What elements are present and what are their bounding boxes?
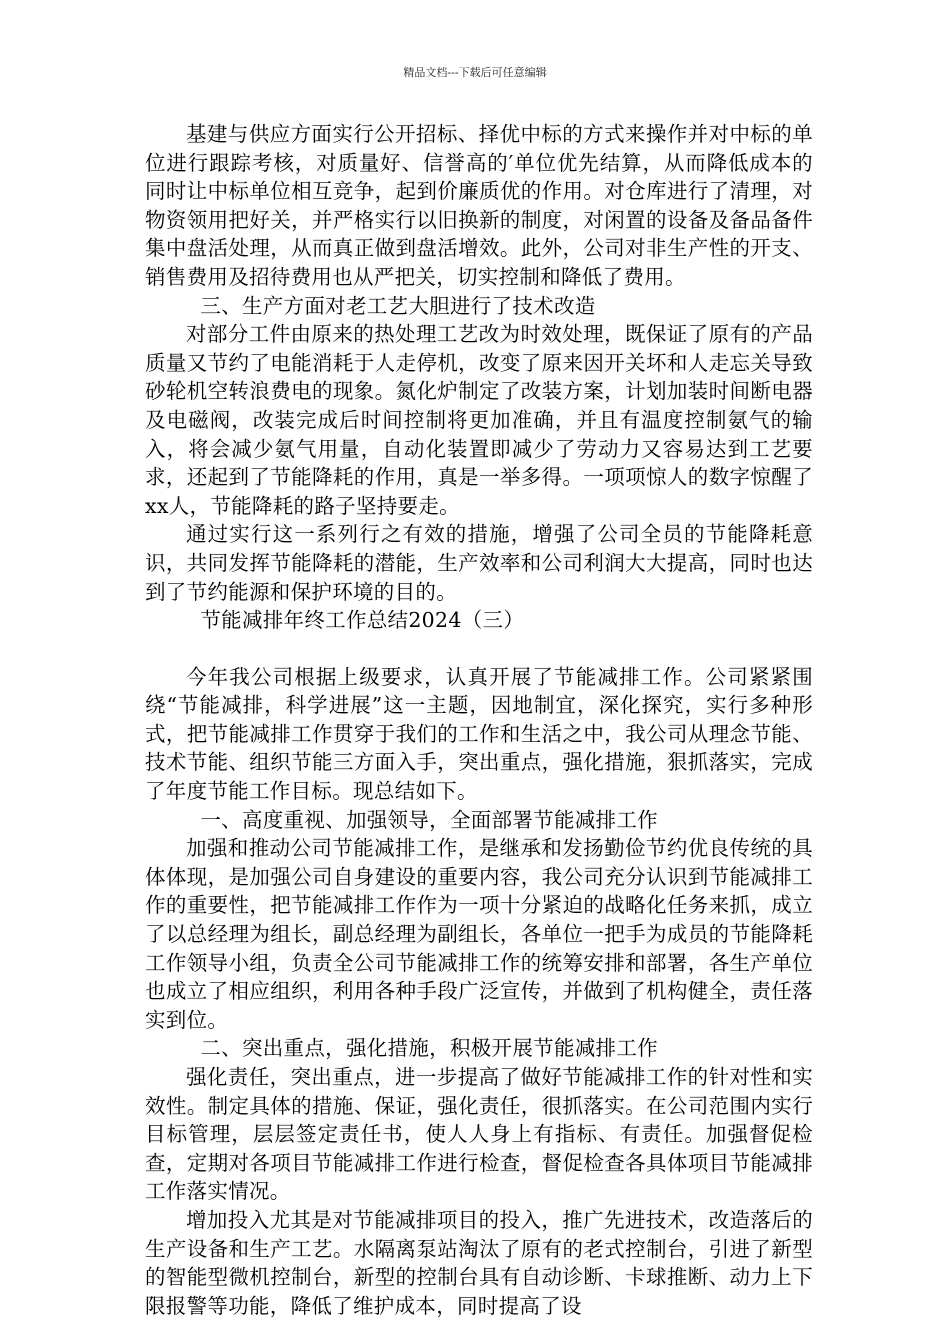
blank-line [145,635,813,663]
section-heading-3: 三、生产方面对老工艺大胆进行了技术改造 [200,293,596,318]
section-heading-1: 一、高度重视、加强领导，全面部署节能减排工作 [200,807,658,832]
paragraph-investment: 增加投入尤其是对节能减排项目的投入，推广先进技术，改造落后的生产设备和生产工艺。水隔离泵站淘汰了原有的老式控制台，引进了新型的智能型微机控制台，新型的控制台具有自动诊断、卡球推断、动力上下限报警等功能，降低了维护成本，同时提高了设 [145,1207,813,1318]
paragraph-conclusion: 通过实行这一系列行之有效的措施，增强了公司全员的节能降耗意识，共同发挥节能降耗的潜能，生产效率和公司利润大大提高，同时也达到了节约能源和保护环境的目的。 [145,522,813,604]
paragraph-leadership: 加强和推动公司节能减排工作，是继承和发扬勤俭节约优良传统的具体体现，是加强公司自身建设的重要内容，我公司充分认识到节能减排工作的重要性，把节能减排工作作为一项十分紧迫的战略化任务来抓，成立了以总经理为组长，副总经理为副组长，各单位一把手为成员的节能降耗工作领导小组，负责全公司节能减排工作的统筹安排和部署，各生产单位也成立了相应组织，利用各种手段广泛宣传，并做到了机构健全，责任落实到位。 [145,836,813,1032]
page-header: 精品文档---下载后可任意编辑 [403,66,547,79]
document-body [145,120,813,1320]
document-title: 节能减排年终工作总结2024（三） [200,608,525,633]
section-heading-2: 二、突出重点，强化措施，积极开展节能减排工作 [200,1036,658,1061]
paragraph-procurement: 基建与供应方面实行公开招标、择优中标的方式来操作并对中标的单位进行跟踪考核，对质量好、信誉高的′单位优先结算，从而降低成本的同时让中标单位相互竞争，起到价廉质优的作用。对仓库进行了清理，对物资领用把好关，并严格实行以旧换新的制度，对闲置的设备及备品备件集中盘活处理，从而真正做到盘活增效。此外，公司对非生产性的开支、销售费用及招待费用也从严把关，切实控制和降低了费用。 [145,122,813,289]
paragraph-tech-reform: 对部分工件由原来的热处理工艺改为时效处理，既保证了原有的产品质量又节约了电能消耗于人走停机，改变了原来因开关坏和人走忘关导致砂轮机空转浪费电的现象。氮化炉制定了改装方案，计划加装时间断电器及电磁阀，改装完成后时间控制将更加准确，并且有温度控制氨气的输入，将会减少氨气用量，自动化装置即减少了劳动力又容易达到工艺要求，还起到了节能降耗的作用，真是一举多得。一项项惊人的数字惊醒了xx人，节能降耗的路子坚持要走。 [145,322,813,518]
paragraph-responsibility: 强化责任，突出重点，进一步提高了做好节能减排工作的针对性和实效性。制定具体的措施、保证，强化责任，很抓落实。在公司范围内实行目标管理，层层签定责任书，使人人身上有指标、有责任。加强督促检查，定期对各项目节能减排工作进行检查，督促检查各具体项目节能减排工作落实情况。 [145,1065,813,1204]
paragraph-intro: 今年我公司根据上级要求，认真开展了节能减排工作。公司紧紧围绕“节能减排，科学进展”这一主题，因地制宜，深化探究，实行多种形式，把节能减排工作贯穿于我们的工作和生活之中，我公司从理念节能、技术节能、组织节能三方面入手，突出重点，强化措施，狠抓落实，完成了年度节能工作目标。现总结如下。 [145,664,813,804]
